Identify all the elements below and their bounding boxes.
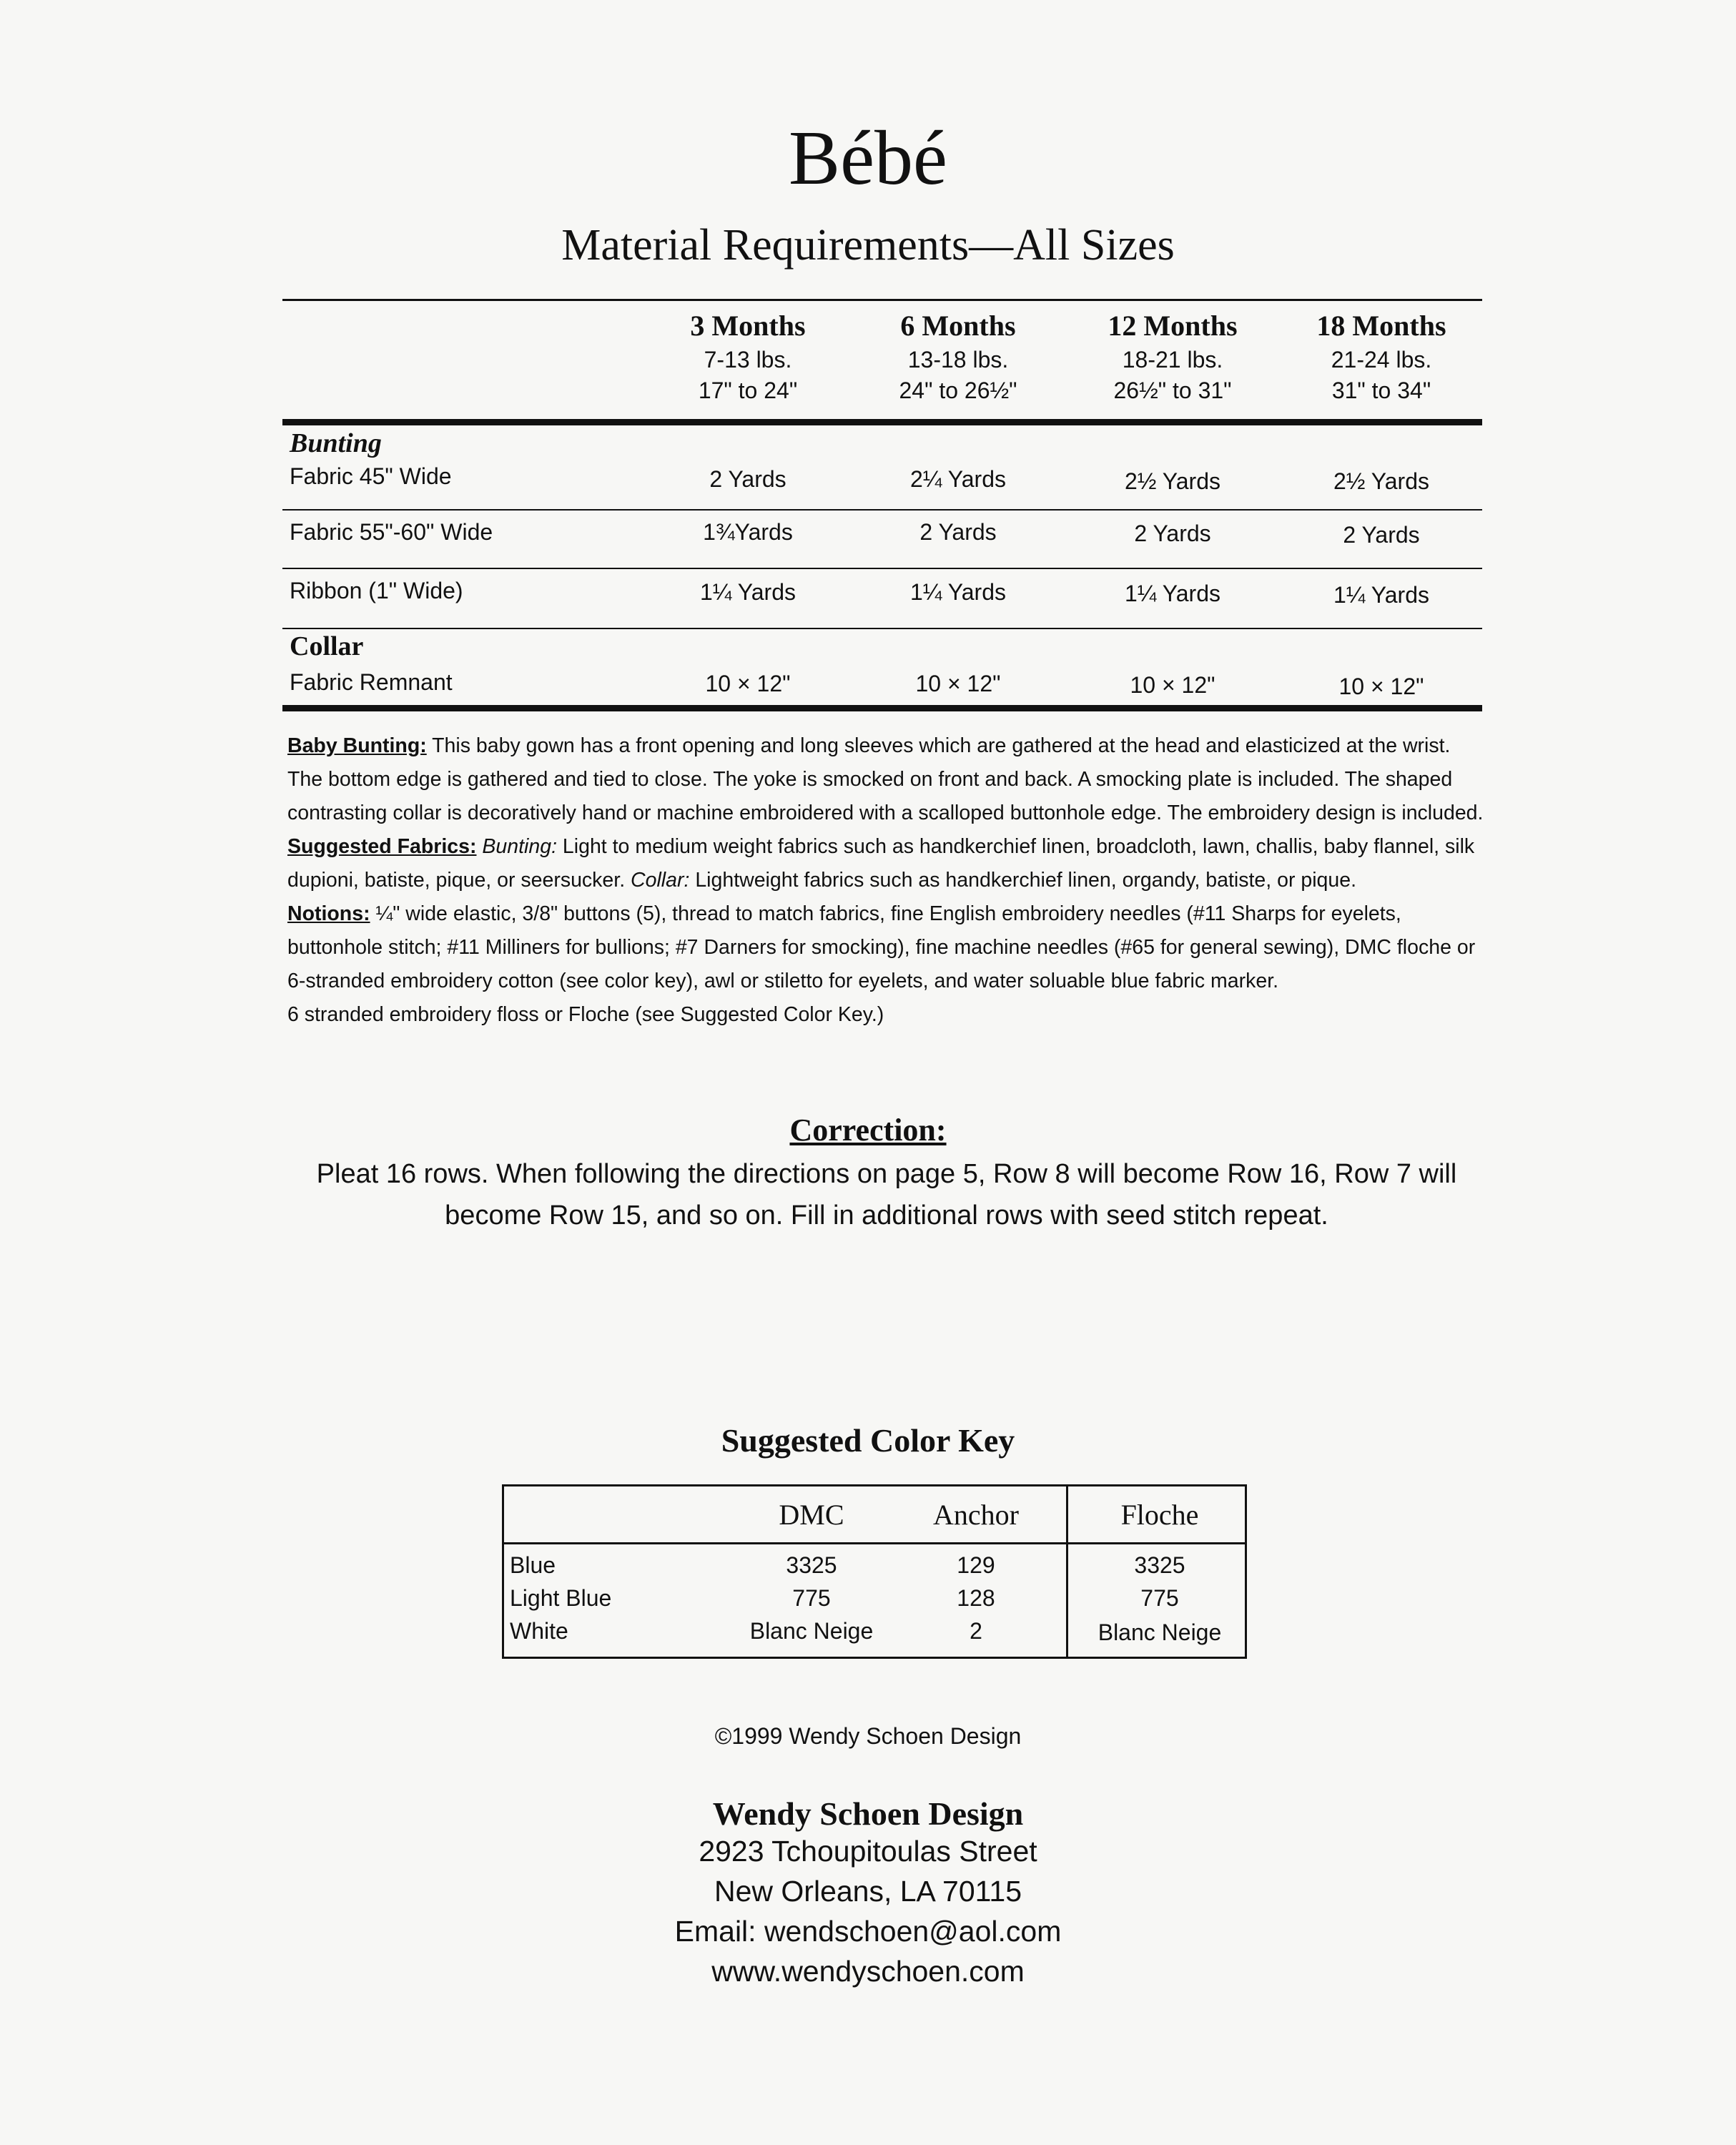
email-link[interactable]: Email: wendschoen@aol.com <box>674 1915 1062 1948</box>
size-weight: 18-21 lbs. <box>1122 347 1223 373</box>
table-cell: 1¾Yards <box>703 519 793 545</box>
city-address: New Orleans, LA 70115 <box>714 1875 1022 1908</box>
color-key-table <box>502 1484 1247 1659</box>
table-cell: 2¼ Yards <box>909 466 1006 492</box>
table-divider <box>504 1542 1245 1544</box>
size-label: 3 Months <box>690 310 806 342</box>
color-name: Blue <box>510 1552 556 1578</box>
dmc-value: 3325 <box>786 1552 837 1578</box>
correction-title: Correction: <box>789 1113 947 1148</box>
size-length: 17" to 24" <box>698 378 798 403</box>
floche-header: Floche <box>1120 1499 1199 1531</box>
size-weight: 21-24 lbs. <box>1331 347 1432 373</box>
floche-value: 3325 <box>1134 1552 1185 1578</box>
street-address: 2923 Tchoupitoulas Street <box>699 1835 1037 1868</box>
size-length: 24" to 26½" <box>899 378 1017 403</box>
color-name: Light Blue <box>510 1585 612 1611</box>
size-length: 26½" to 31" <box>1113 378 1232 403</box>
table-cell: 1¼ Yards <box>1124 581 1220 606</box>
floss-note: 6 stranded embroidery floss or Floche (see Suggested Color Key.) <box>287 1003 884 1026</box>
table-cell: 1¼ Yards <box>1333 582 1429 608</box>
dmc-value: Blanc Neige <box>749 1618 874 1644</box>
floche-value: 775 <box>1140 1585 1179 1611</box>
company-name: Wendy Schoen Design <box>712 1795 1024 1832</box>
size-header-3m <box>641 309 855 404</box>
size-label: 18 Months <box>1316 310 1446 342</box>
website-link[interactable]: www.wendyschoen.com <box>711 1955 1025 1988</box>
row-divider <box>282 628 1482 629</box>
notions-text: ¼" wide elastic, 3/8" buttons (5), thread to match fabrics, fine English embroidery needles (#11 Sharps for eyelets, buttonhole stitch; #11 Milliners for bullions; #7 Darners for smocking), fine machine needles (#65 for general sewing), DMC floche or 6-stranded embroidery cotton (see color key), awl or stiletto for eyelets, and water soluable blue fabric marker. <box>287 902 1476 992</box>
row-label: Fabric 55"-60" Wide <box>290 519 493 545</box>
size-label: 6 Months <box>900 310 1016 342</box>
row-label: Ribbon (1" Wide) <box>290 578 463 603</box>
table-cell: 2 Yards <box>709 466 786 492</box>
size-header-18m <box>1274 309 1489 404</box>
table-cell: 2 Yards <box>919 519 997 545</box>
row-divider <box>282 509 1482 511</box>
correction-text: Pleat 16 rows. When following the directions on page 5, Row 8 will become Row 16, Row 7 will become Row 15, and so on. Fill in additional rows with seed stitch repeat. <box>316 1159 1457 1231</box>
bunting-heading: Bunting <box>290 428 382 458</box>
anchor-header: Anchor <box>933 1499 1019 1531</box>
table-top-rule <box>282 299 1482 301</box>
row-label: Fabric 45" Wide <box>290 463 452 489</box>
size-weight: 13-18 lbs. <box>907 347 1009 373</box>
suggested-fabrics-label: Suggested Fabrics: <box>287 835 477 858</box>
size-header-12m <box>1065 309 1280 404</box>
anchor-value: 2 <box>970 1618 982 1644</box>
pattern-description <box>287 729 1489 1032</box>
floche-value: Blanc Neige <box>1098 1619 1222 1645</box>
baby-bunting-text: This baby gown has a front opening and long sleeves which are gathered at the head and elasticized at the wrist. The bottom edge is gathered and tied to close. The yoke is smocked on front and back. A smocking plate is included. The shaped contrasting collar is decoratively hand or machine embroidered with a scalloped buttonhole edge. The embroidery design is included. <box>287 734 1484 824</box>
copyright-notice: ©1999 Wendy Schoen Design <box>714 1723 1022 1749</box>
header-thick-rule <box>282 419 1482 425</box>
collar-fabric-text: Lightweight fabrics such as handkerchief linen, organdy, batiste, or pique. <box>689 869 1357 892</box>
table-cell: 1¼ Yards <box>909 579 1006 605</box>
bunting-fabric-label: Bunting: <box>482 835 557 858</box>
color-name: White <box>510 1618 568 1644</box>
page-subtitle: Material Requirements—All Sizes <box>561 221 1175 270</box>
table-cell: 1¼ Yards <box>699 579 796 605</box>
size-header-6m <box>851 309 1065 404</box>
bunting-fabric-text: Light to medium weight fabrics such as handkerchief linen, broadcloth, lawn, challis, baby flannel, silk dupioni, batiste, pique, or seersucker. <box>287 835 1475 892</box>
baby-bunting-paragraph <box>287 729 1489 830</box>
size-length: 31" to 34" <box>1331 378 1431 403</box>
suggested-fabrics-paragraph <box>287 830 1489 897</box>
table-cell: 2½ Yards <box>1124 468 1220 494</box>
color-key-title: Suggested Color Key <box>721 1422 1015 1459</box>
table-bottom-rule <box>282 705 1482 711</box>
baby-bunting-label: Baby Bunting: <box>287 734 427 757</box>
collar-fabric-label: Collar: <box>631 869 690 892</box>
notions-label: Notions: <box>287 902 370 925</box>
table-cell: 10 × 12" <box>1130 672 1215 698</box>
notions-paragraph <box>287 897 1489 998</box>
anchor-value: 129 <box>957 1552 995 1578</box>
row-label: Fabric Remnant <box>290 669 453 695</box>
table-cell: 10 × 12" <box>915 671 1001 696</box>
size-weight: 7-13 lbs. <box>704 347 792 373</box>
table-cell: 2½ Yards <box>1333 468 1429 494</box>
table-cell: 10 × 12" <box>1338 674 1424 699</box>
page-title: Bébé <box>789 116 947 201</box>
size-label: 12 Months <box>1108 310 1238 342</box>
dmc-header: DMC <box>779 1499 844 1531</box>
table-cell: 2 Yards <box>1134 521 1211 546</box>
table-cell: 10 × 12" <box>705 671 791 696</box>
collar-heading: Collar <box>290 631 364 661</box>
row-divider <box>282 568 1482 569</box>
table-cell: 2 Yards <box>1343 522 1420 548</box>
anchor-value: 128 <box>957 1585 995 1611</box>
dmc-value: 775 <box>792 1585 831 1611</box>
